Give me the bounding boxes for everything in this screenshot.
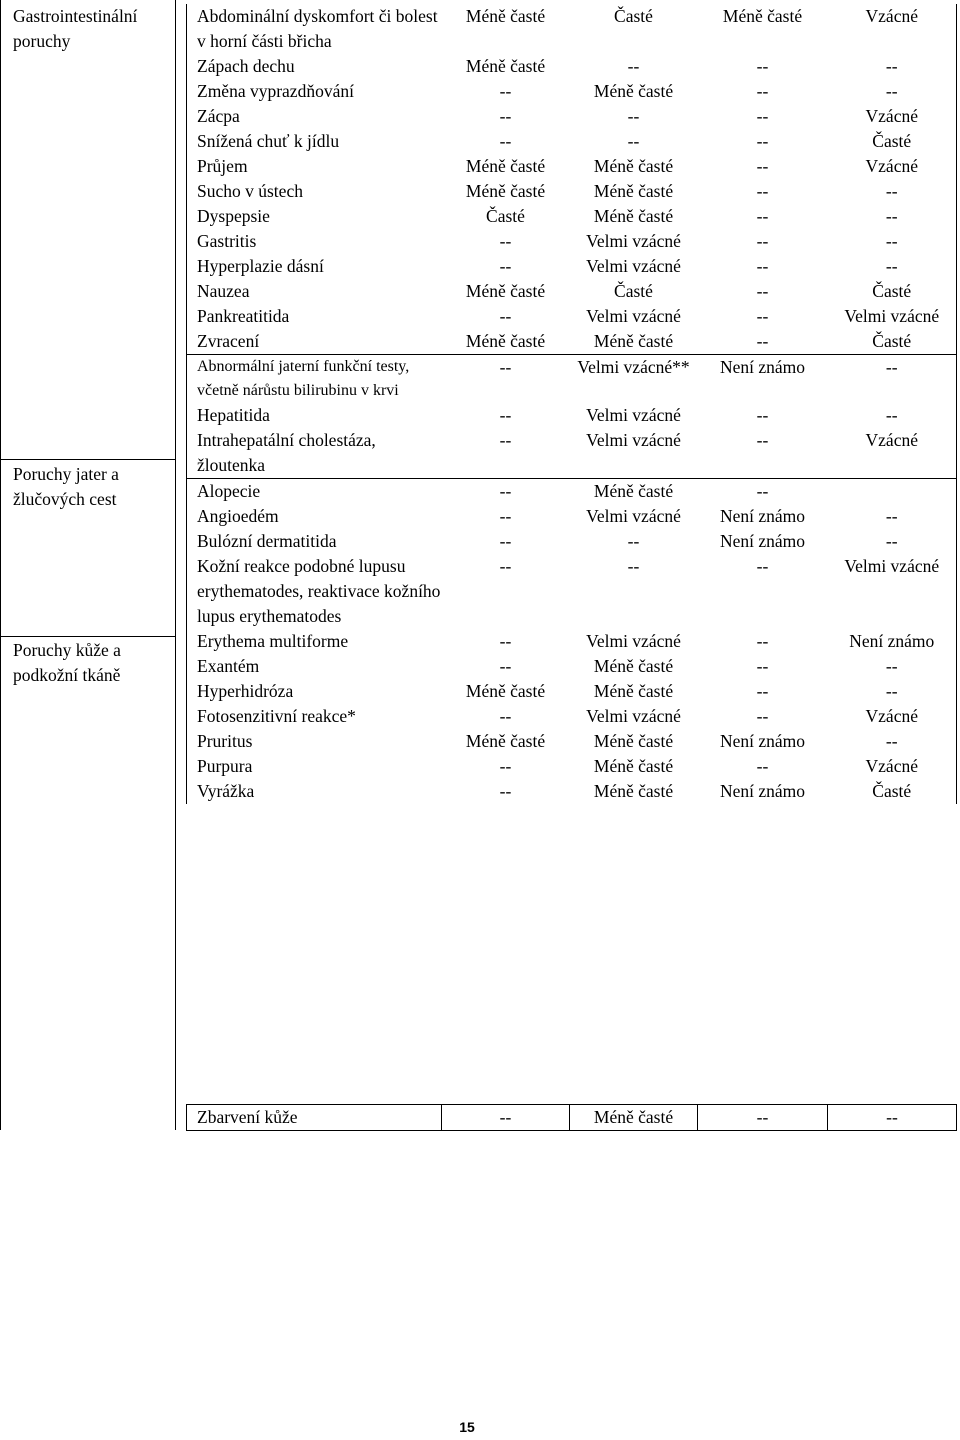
- frequency-cell: --: [627, 56, 640, 76]
- frequency-cell: --: [756, 430, 769, 450]
- frequency-cell: Méně časté: [570, 1105, 698, 1131]
- adverse-effects-table: [186, 4, 957, 804]
- frequency-cell: --: [828, 204, 957, 229]
- frequency-cell: Není známo: [719, 506, 806, 526]
- table-row: [187, 4, 957, 54]
- table-row: [187, 704, 957, 729]
- frequency-cell: Není známo: [719, 531, 806, 551]
- term-cell: Zvracení: [187, 329, 442, 355]
- table-row: [187, 104, 957, 129]
- adverse-effects-last-row: [186, 1104, 957, 1131]
- frequency-cell: --: [698, 479, 828, 505]
- frequency-cell: --: [828, 254, 957, 279]
- frequency-cell: --: [756, 631, 769, 651]
- frequency-cell: Časté: [614, 6, 653, 26]
- term-cell: Sucho v ústech: [187, 179, 442, 204]
- frequency-cell: Méně časté: [465, 56, 546, 76]
- term-cell: Erythema multiforme: [187, 629, 442, 654]
- frequency-cell: --: [499, 405, 512, 425]
- term-cell: Gastritis: [187, 229, 442, 254]
- frequency-cell: --: [499, 256, 512, 276]
- table-row: [187, 1105, 957, 1131]
- frequency-cell: Velmi vzácné: [586, 231, 681, 251]
- frequency-cell: Méně časté: [465, 731, 546, 751]
- term-cell: Bulózní dermatitida: [187, 529, 442, 554]
- term-cell: Hyperhidróza: [187, 679, 442, 704]
- frequency-cell: --: [499, 656, 512, 676]
- frequency-cell: --: [499, 231, 512, 251]
- frequency-cell: --: [499, 306, 512, 326]
- frequency-cell: --: [499, 706, 512, 726]
- system-organ-class-column: [0, 0, 176, 1130]
- term-cell: Dyspepsie: [187, 204, 442, 229]
- frequency-cell: Vzácné: [828, 104, 957, 129]
- frequency-cell: --: [756, 656, 769, 676]
- frequency-cell: Méně časté: [570, 479, 698, 505]
- table-row: [187, 428, 957, 479]
- table-row: [187, 779, 957, 804]
- frequency-cell: --: [828, 529, 957, 554]
- term-cell: Průjem: [187, 154, 442, 179]
- frequency-cell: --: [756, 231, 769, 251]
- frequency-cell: --: [499, 531, 512, 551]
- frequency-cell: Méně časté: [593, 156, 674, 176]
- frequency-cell: Velmi vzácné: [828, 554, 957, 629]
- frequency-cell: --: [828, 679, 957, 704]
- table-row: [187, 529, 957, 554]
- frequency-cell: --: [499, 81, 512, 101]
- frequency-cell: --: [756, 131, 769, 151]
- frequency-cell: Vzácné: [828, 428, 957, 479]
- frequency-cell: --: [499, 506, 512, 526]
- table-row: [187, 654, 957, 679]
- term-cell: Abdominální dyskomfort či bolest v horní části břicha: [187, 4, 442, 54]
- frequency-cell: [828, 479, 957, 505]
- frequency-cell: Velmi vzácné: [586, 256, 681, 276]
- frequency-cell: --: [627, 556, 640, 576]
- term-cell: Zácpa: [187, 104, 442, 129]
- frequency-cell: Méně časté: [593, 331, 674, 351]
- frequency-cell: Časté: [486, 206, 525, 226]
- frequency-cell: Časté: [828, 779, 957, 804]
- frequency-cell: --: [828, 654, 957, 679]
- frequency-cell: Není známo: [698, 355, 828, 404]
- frequency-cell: Vzácné: [828, 704, 957, 729]
- frequency-cell: Velmi vzácné: [828, 304, 957, 329]
- table-row: [187, 129, 957, 154]
- frequency-cell: Velmi vzácné**: [570, 355, 698, 404]
- frequency-cell: --: [828, 504, 957, 529]
- frequency-cell: Velmi vzácné: [586, 405, 681, 425]
- frequency-cell: Méně časté: [593, 731, 674, 751]
- frequency-cell: --: [756, 56, 769, 76]
- frequency-cell: --: [627, 531, 640, 551]
- frequency-cell: Časté: [828, 129, 957, 154]
- table-row: [187, 329, 957, 355]
- system-skin-subcutaneous: Poruchy kůže a podkožní tkáně: [13, 640, 121, 685]
- table-row: [187, 554, 957, 629]
- frequency-cell: Méně časté: [722, 6, 803, 26]
- frequency-cell: --: [756, 281, 769, 301]
- term-cell: Pankreatitida: [187, 304, 442, 329]
- system-liver-biliary: Poruchy jater a žlučových cest: [13, 464, 119, 509]
- term-cell: Purpura: [187, 754, 442, 779]
- frequency-cell: Velmi vzácné: [586, 506, 681, 526]
- frequency-cell: Časté: [614, 281, 653, 301]
- table-row: [187, 154, 957, 179]
- page-number: 15: [459, 1419, 475, 1435]
- frequency-cell: Méně časté: [465, 181, 546, 201]
- table-row: [187, 254, 957, 279]
- frequency-cell: Méně časté: [465, 281, 546, 301]
- frequency-cell: Velmi vzácné: [586, 306, 681, 326]
- frequency-cell: --: [756, 405, 769, 425]
- frequency-cell: Méně časté: [593, 681, 674, 701]
- table-row: [187, 54, 957, 79]
- term-cell: Fotosenzitivní reakce*: [187, 704, 442, 729]
- frequency-cell: Není známo: [828, 629, 957, 654]
- frequency-cell: Není známo: [719, 731, 806, 751]
- term-cell: Pruritus: [187, 729, 442, 754]
- frequency-cell: --: [828, 179, 957, 204]
- frequency-cell: --: [499, 631, 512, 651]
- term-cell: Alopecie: [187, 479, 442, 505]
- frequency-cell: Velmi vzácné: [586, 706, 681, 726]
- table-row: [187, 403, 957, 428]
- term-cell: Hepatitida: [187, 403, 442, 428]
- frequency-cell: --: [442, 355, 570, 404]
- term-cell: Angioedém: [187, 504, 442, 529]
- term-cell: Zápach dechu: [187, 54, 442, 79]
- frequency-cell: --: [756, 331, 769, 351]
- frequency-cell: Méně časté: [465, 681, 546, 701]
- frequency-cell: --: [756, 256, 769, 276]
- frequency-cell: --: [756, 756, 769, 776]
- table-row: [187, 679, 957, 704]
- frequency-cell: Méně časté: [593, 206, 674, 226]
- frequency-cell: --: [828, 355, 957, 404]
- frequency-cell: --: [828, 1105, 957, 1131]
- table-row: [187, 355, 957, 404]
- frequency-cell: --: [828, 54, 957, 79]
- frequency-cell: --: [698, 1105, 828, 1131]
- frequency-cell: --: [756, 706, 769, 726]
- table-row: [187, 179, 957, 204]
- term-cell: Změna vyprazdňování: [187, 79, 442, 104]
- row-separator: [1, 636, 175, 637]
- frequency-cell: Méně časté: [593, 181, 674, 201]
- table-row: [187, 204, 957, 229]
- frequency-cell: Velmi vzácné: [586, 430, 681, 450]
- table-row: [187, 504, 957, 529]
- table-row: [187, 304, 957, 329]
- row-separator: [1, 459, 175, 460]
- table-row: [187, 629, 957, 654]
- frequency-cell: Méně časté: [465, 331, 546, 351]
- frequency-cell: --: [499, 131, 512, 151]
- frequency-cell: Vzácné: [828, 754, 957, 779]
- frequency-cell: Velmi vzácné: [586, 631, 681, 651]
- frequency-cell: --: [756, 306, 769, 326]
- frequency-cell: Není známo: [719, 781, 806, 801]
- term-cell: Exantém: [187, 654, 442, 679]
- table-row: [187, 479, 957, 505]
- term-cell: Kožní reakce podobné lupusu erythematodes, reaktivace kožního lupus erythematodes: [187, 554, 442, 629]
- frequency-cell: Méně časté: [593, 81, 674, 101]
- term-cell: Hyperplazie dásní: [187, 254, 442, 279]
- system-gastrointestinal: Gastrointestinální poruchy: [13, 6, 138, 51]
- frequency-cell: --: [828, 729, 957, 754]
- frequency-cell: --: [756, 156, 769, 176]
- frequency-cell: --: [499, 556, 512, 576]
- frequency-cell: --: [828, 403, 957, 428]
- table-row: [187, 279, 957, 304]
- frequency-cell: --: [756, 681, 769, 701]
- frequency-cell: Méně časté: [465, 6, 546, 26]
- frequency-cell: --: [756, 106, 769, 126]
- frequency-cell: --: [756, 206, 769, 226]
- table-row: [187, 754, 957, 779]
- frequency-cell: --: [756, 81, 769, 101]
- frequency-cell: Vzácné: [828, 154, 957, 179]
- frequency-cell: Méně časté: [593, 656, 674, 676]
- frequency-cell: --: [499, 781, 512, 801]
- frequency-cell: Méně časté: [593, 781, 674, 801]
- frequency-cell: Časté: [828, 329, 957, 355]
- frequency-cell: Časté: [828, 279, 957, 304]
- frequency-cell: --: [442, 479, 570, 505]
- term-cell: Zbarvení kůže: [187, 1105, 442, 1131]
- frequency-cell: --: [499, 106, 512, 126]
- table-row: [187, 229, 957, 254]
- term-cell: Intrahepatální cholestáza, žloutenka: [187, 428, 442, 479]
- frequency-cell: --: [499, 756, 512, 776]
- term-cell: Vyrážka: [187, 779, 442, 804]
- frequency-cell: --: [442, 1105, 570, 1131]
- table-row: [187, 729, 957, 754]
- frequency-cell: --: [828, 79, 957, 104]
- frequency-cell: --: [756, 556, 769, 576]
- frequency-cell: --: [828, 229, 957, 254]
- table-row: [187, 79, 957, 104]
- frequency-cell: --: [756, 181, 769, 201]
- frequency-cell: Méně časté: [593, 756, 674, 776]
- frequency-cell: --: [499, 430, 512, 450]
- frequency-cell: Méně časté: [465, 156, 546, 176]
- frequency-cell: --: [627, 131, 640, 151]
- term-cell: Abnormální jaterní funkční testy, včetně nárůstu bilirubinu v krvi: [187, 355, 442, 404]
- term-cell: Nauzea: [187, 279, 442, 304]
- frequency-cell: Vzácné: [828, 4, 957, 54]
- term-cell: Snížená chuť k jídlu: [187, 129, 442, 154]
- frequency-cell: --: [627, 106, 640, 126]
